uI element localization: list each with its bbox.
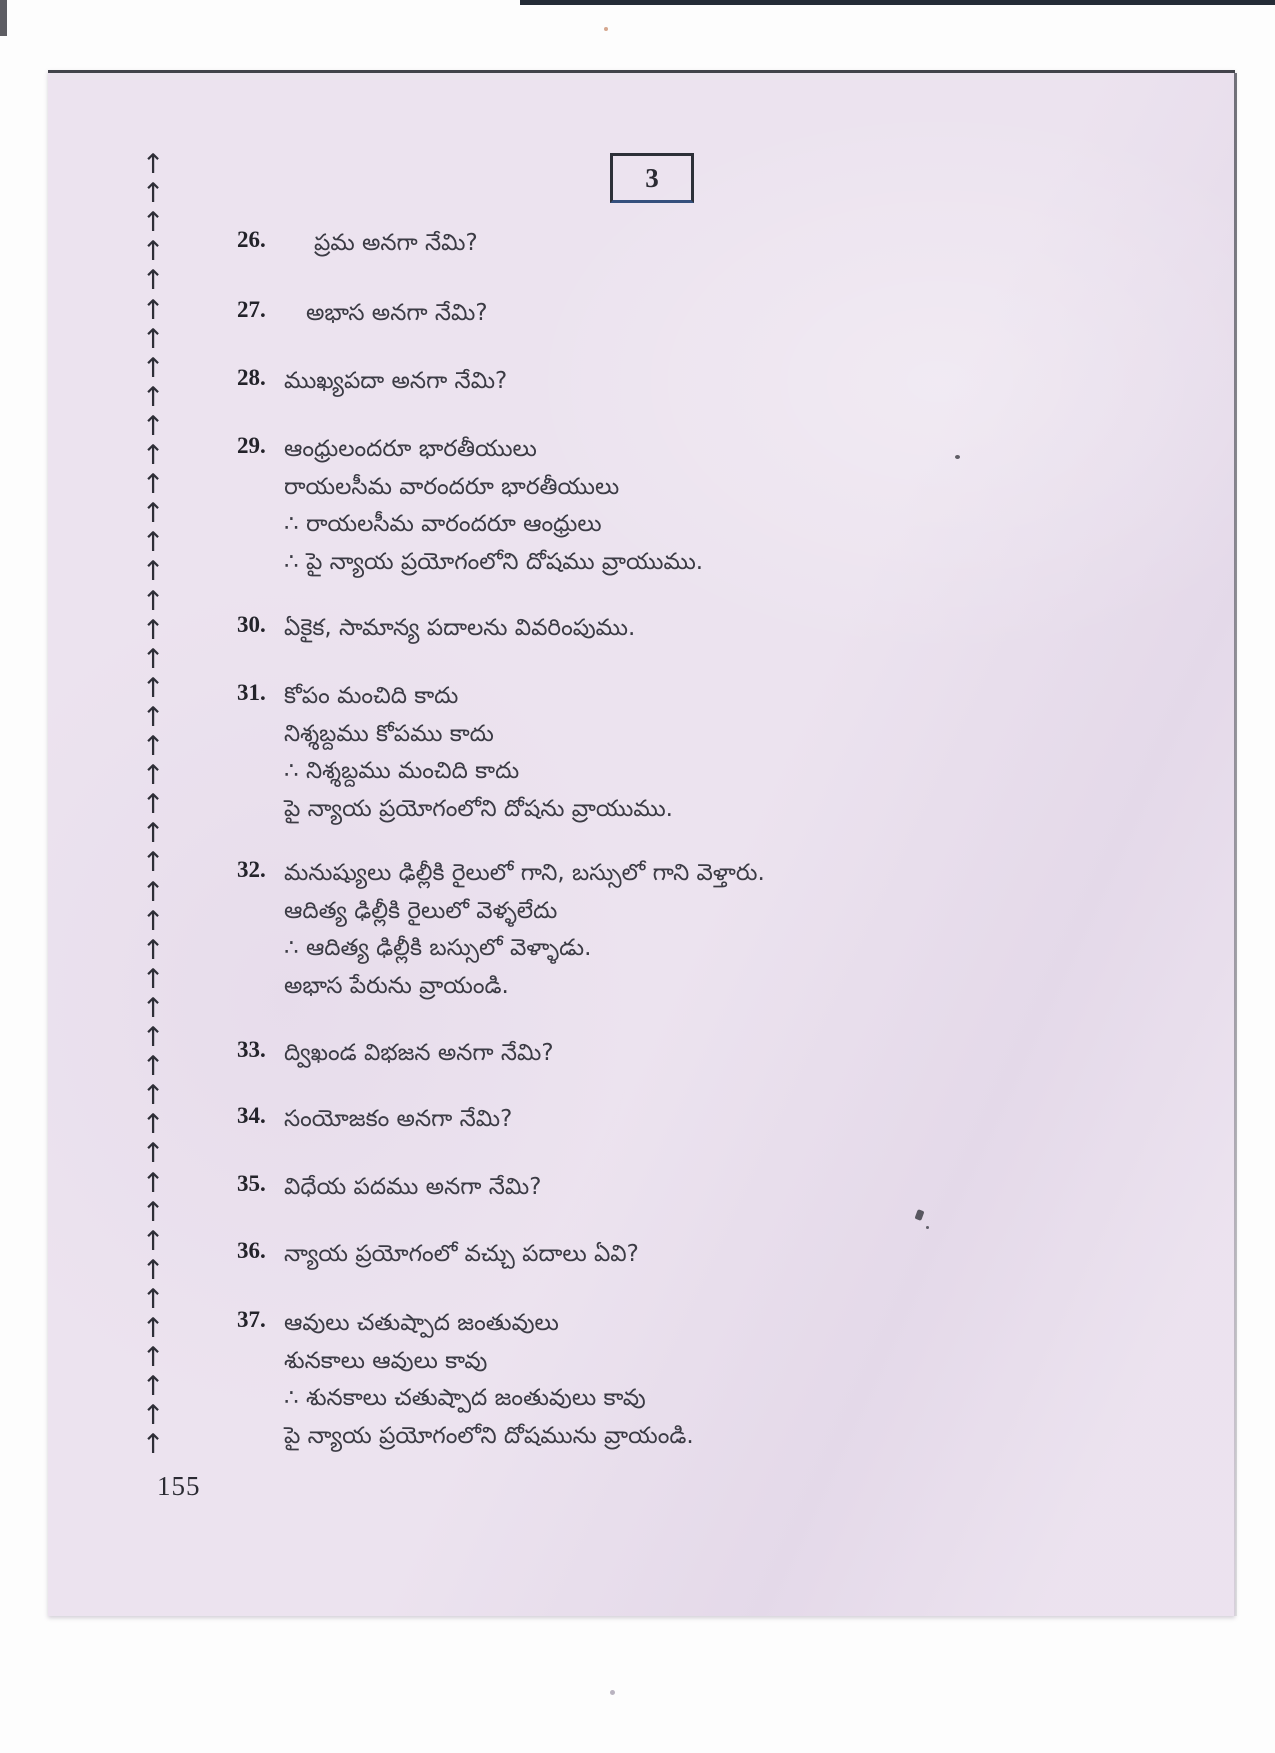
question-text xyxy=(284,610,635,648)
question-text xyxy=(314,225,478,263)
up-arrow-icon: ↑ xyxy=(141,236,165,268)
question-number: 37. xyxy=(237,1307,266,1332)
question-text xyxy=(284,855,765,1005)
question-line: అభాస పేరును వ్రాయండి. xyxy=(284,972,509,999)
scan-speck xyxy=(604,27,608,31)
up-arrow-icon: ↑ xyxy=(141,1080,165,1112)
up-arrow-icon: ↑ xyxy=(141,1022,165,1053)
question-line: శునకాలు ఆవులు కావు xyxy=(284,1347,488,1374)
up-arrow-icon: ↑ xyxy=(141,1283,165,1315)
ink-mark xyxy=(926,1226,929,1229)
up-arrow-icon: ↑ xyxy=(141,498,165,530)
question-text xyxy=(284,1169,541,1207)
question-line: ద్విఖండ విభజన అనగా నేమి? xyxy=(284,1040,554,1066)
question-number: 30. xyxy=(237,612,266,637)
question-line: ∴ రాయలసీమ వారందరూ ఆంధ్రులు xyxy=(284,511,602,537)
up-arrow-icon: ↑ xyxy=(141,847,165,879)
scan-speck xyxy=(610,1690,615,1695)
up-arrow-icon: ↑ xyxy=(141,1051,165,1083)
up-arrow-icon: ↑ xyxy=(141,585,165,617)
question-line: పై న్యాయ ప్రయోగంలోని దోషను వ్రాయుము. xyxy=(284,795,673,822)
question-line: కోపం మంచిది కాదు xyxy=(284,683,459,709)
up-arrow-icon: ↑ xyxy=(141,294,165,326)
question-line: నిశ్శబ్దము కోపము కాదు xyxy=(284,720,494,747)
up-arrow-icon: ↑ xyxy=(141,1429,165,1461)
scan-speck xyxy=(955,455,960,459)
question-text xyxy=(284,1305,694,1455)
question-line: అభాస అనగా నేమి? xyxy=(306,300,488,326)
question-line: ఆదిత్య ఢిల్లీకి రైలులో వెళ్ళలేదు xyxy=(284,897,558,924)
up-arrow-icon: ↑ xyxy=(141,614,165,646)
up-arrow-icon: ↑ xyxy=(141,1254,165,1286)
question-line: ∴ నిశ్శబ్దము మంచిది కాదు xyxy=(284,758,520,784)
question-line: న్యాయ ప్రయోగంలో వచ్చు పదాలు ఏవి? xyxy=(284,1241,639,1267)
question-number: 35. xyxy=(237,1171,266,1196)
up-arrow-icon: ↑ xyxy=(141,352,165,384)
question-text xyxy=(284,1236,639,1274)
question-number: 33. xyxy=(237,1037,266,1062)
up-arrow-icon: ↑ xyxy=(141,672,165,704)
up-arrow-icon: ↑ xyxy=(141,731,165,762)
up-arrow-icon: ↑ xyxy=(141,527,165,559)
page-number: 3 xyxy=(645,162,659,193)
page-number-box xyxy=(610,153,694,203)
up-arrow-icon: ↑ xyxy=(141,905,165,937)
question-text xyxy=(284,431,703,581)
question-text xyxy=(284,363,507,401)
up-arrow-icon: ↑ xyxy=(141,1371,165,1403)
question-text xyxy=(306,295,488,333)
up-arrow-icon: ↑ xyxy=(141,410,165,442)
up-arrow-icon: ↑ xyxy=(141,643,165,675)
up-arrow-icon: ↑ xyxy=(141,178,165,210)
up-arrow-icon: ↑ xyxy=(141,1225,165,1257)
up-arrow-icon: ↑ xyxy=(141,701,165,733)
question-number: 31. xyxy=(237,680,266,705)
question-line: ∴ పై న్యాయ ప్రయోగంలోని దోషము వ్రాయుము. xyxy=(284,548,704,575)
question-line: ఆంధ్రులందరూ భారతీయులు xyxy=(284,436,537,462)
up-arrow-icon: ↑ xyxy=(141,789,165,821)
question-text xyxy=(284,1035,554,1073)
question-line: రాయలసీమ వారందరూ భారతీయులు xyxy=(284,473,620,500)
up-arrow-icon: ↑ xyxy=(141,1313,165,1344)
up-arrow-icon: ↑ xyxy=(141,876,165,908)
question-line: ∴ శునకాలు చతుష్పాద జంతువులు కావు xyxy=(284,1385,646,1411)
question-number: 28. xyxy=(237,365,266,390)
question-number: 29. xyxy=(237,433,266,458)
question-text xyxy=(284,1101,512,1139)
question-number: 34. xyxy=(237,1103,266,1128)
question-number: 26. xyxy=(237,227,266,252)
up-arrow-icon: ↑ xyxy=(141,469,165,501)
up-arrow-icon: ↑ xyxy=(141,556,165,588)
question-line: ప్రమ అనగా నేమి? xyxy=(314,230,478,256)
question-line: సంయోజకం అనగా నేమి? xyxy=(284,1106,513,1132)
question-line: విధేయ పదము అనగా నేమి? xyxy=(284,1174,542,1200)
question-line: ముఖ్యపదా అనగా నేమి? xyxy=(284,368,508,394)
question-line: పై న్యాయ ప్రయోగంలోని దోషమును వ్రాయండి. xyxy=(284,1422,694,1449)
up-arrow-icon: ↑ xyxy=(141,1109,165,1141)
up-arrow-icon: ↑ xyxy=(141,1167,165,1199)
up-arrow-icon: ↑ xyxy=(141,1138,165,1170)
question-line: ఏకైక, సామాన్య పదాలను వివరింపుము. xyxy=(284,615,636,641)
up-arrow-icon: ↑ xyxy=(141,992,165,1024)
question-line: మనుష్యులు ఢిల్లీకి రైలులో గాని, బస్సులో గాని వెళ్తారు. xyxy=(284,860,765,886)
question-number: 32. xyxy=(237,857,266,882)
scan-edge-notch xyxy=(0,0,7,36)
booklet-code: 155 xyxy=(157,1471,201,1501)
up-arrow-icon: ↑ xyxy=(141,1196,165,1228)
up-arrow-icon: ↑ xyxy=(141,440,165,471)
up-arrow-icon: ↑ xyxy=(141,1342,165,1374)
question-line: ఆవులు చతుష్పాద జంతువులు xyxy=(284,1310,559,1336)
up-arrow-icon: ↑ xyxy=(141,963,165,995)
question-text xyxy=(284,678,673,828)
up-arrow-icon: ↑ xyxy=(141,818,165,850)
up-arrow-icon: ↑ xyxy=(141,760,165,792)
question-number: 27. xyxy=(237,297,266,322)
exam-page xyxy=(48,70,1235,1616)
question-number: 36. xyxy=(237,1238,266,1263)
up-arrow-icon: ↑ xyxy=(141,265,165,297)
up-arrow-icon: ↑ xyxy=(141,934,165,966)
up-arrow-icon: ↑ xyxy=(141,1400,165,1432)
up-arrow-icon: ↑ xyxy=(141,381,165,413)
scan-edge-strip xyxy=(520,0,1275,5)
question-line: ∴ ఆదిత్య ఢిల్లీకి బస్సులో వెళ్ళాడు. xyxy=(284,935,592,961)
up-arrow-icon: ↑ xyxy=(141,323,165,355)
up-arrow-icon: ↑ xyxy=(141,149,165,180)
up-arrow-icon: ↑ xyxy=(141,207,165,239)
